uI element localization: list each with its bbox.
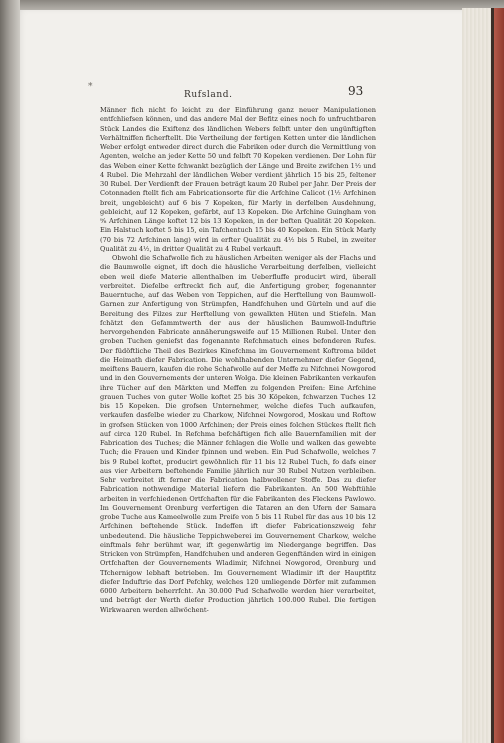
- paragraph: Obwohl die Schafwolle fich zu häuslichen Arbeiten weniger als der Flachs und die Baumwolle eignet, ift doch die häusliche Verarbeitung derfelben, vielleicht eben weil diefe Materie allenthalben im Ueberfluffe producirt wird, überall verbreitet. Diefelbe erftreckt fich auf, die Anfertigung grober, fogenannter Bauerntuche, auf das Weben von Teppichen, auf die Herftellung von Baumwoll-Garnen zur Anfertigung von Strümpfen, Handfchuhen und Gürteln und auf die Bereitung des Filzes zur Herftellung von gewalkten Hüten und Stiefeln. Man fchätzt den Gefammtwerth der aus der häuslichen Baumwoll-Induftrie hervorgehenden Fabricate annäherungsweife auf 15 Millionen Rubel. Unter den groben Tuchen geniefst das fogenannte Refchmatuch eines befonderen Rufes. Der füdöftliche Theil des Bezirkes Kinefchma im Gouvernement Koftroma bildet die Heimath diefer Fabrication. Die wohlhabenden Unternehmer diefer Gegend, meiftens Bauern, kaufen die rohe Schafwolle auf der Meffe zu Nifchnei Nowgorod und in den Gouvernements der unteren Wolga. Die kleinen Fabrikanten verkaufen ihre Tücher auf den Märkten und Meffen zu folgenden Preifen: Eine Arfchine grauen Tuches von guter Wolle koftet 25 bis 30 Köpeken, fchwarzen Tuches 12 bis 15 Kopeken. Die grofsen Unternehmer, welche diefes Tuch aufkaufen, verkaufen dasfelbe wieder zu Charkow, Nifchnei Nowgorod, Moskau und Roftow in grofsen Stücken von 1000 Arfchinen; der Preis eines folchen Stückes ftellt fich auf circa 120 Rubel. In Refchma befchäftigen fich alle Bauernfamilien mit der Fabrication des Tuches; die Männer fchlagen die Wolle und walken das gewebte Tuch; die Frauen und Kinder fpinnen und weben. Ein Pud Schafwolle, welches 7 bis 9 Rubel koftet, producirt gewöhnlich für 11 bis 12 Rubel Tuch, fo dafs einer aus vier Arbeitern beftehende Familie jährlich nur 30 Rubel Nutzen verbleiben. Sehr verbreitet ift ferner die Fabrication halbwollener Stoffe. Das zu diefer Fabrication nothwendige Material liefern die Fabrikanten. An 500 Webftühle arbeiten in verfchiedenen Ortfchaften für die Fabrikanten des Fleckens Pawlowo. Im Gouvernement Orenburg verfertigen die Tataren an den Ufern der Samara grobe Tuche aus Kameelwolle zum Preife von 5 bis 11 Rubel für das aus 10 bis 12 Arfchinen beftehende Stück. Indeffen ift diefer Fabricationszweig fehr unbedeutend. Die häusliche Teppichweberei im Gouvernement Charkow, welche einftmals fehr berühmt war, ift gegenwärtig im Niedergange begriffen. Das Stricken von Strümpfen, Handfchuhen und anderen Gegenftänden wird in einigen Ortfchaften der Gouvernements Wladimir, Nifchnei Nowgorod, Orenburg und Tfchernigow lebhaft betrieben. Im Gouvernement Wladimir ift der Hauptfitz diefer Induftrie das Dorf Pefchky, welches 120 umliegende Dörfer mit zufammen 6000 Arbeitern beherrfcht. An 30.000 Pud Schafwolle werden hier verarbeitet, und beträgt der Werth diefer Production jährlich 100.000 Rubel. Die fertigen Wirkwaaren werden allwöchent-: [100, 254, 376, 614]
- book-gutter: [0, 0, 20, 743]
- page-number: 93: [348, 84, 364, 98]
- running-title: Rufsland.: [184, 90, 233, 100]
- book-cover-red: [494, 8, 504, 743]
- body-text: [100, 106, 376, 615]
- printer-mark: *: [88, 82, 93, 92]
- paragraph: Männer fich nicht fo leicht zu der Einführung ganz neuer Manipulationen entfchliefsen können, und das andere Mal der Befitz eines noch fo unfruchtbaren Stück Landes die Exiftenz des ländlichen Webers felbft unter den ungünftigften Verhältniffen ficherftellt. Die Vertheilung der fertigen Ketten unter die ländlichen Weber erfolgt entweder direct durch die Fabriken oder durch die Vermittlung von Agenten, welche an jeder Kette 50 und felbft 70 Kopeken verdienen. Der Lohn für das Weben einer Kette fchwankt bezüglich der Länge und Breite zwifchen 1½ und 4 Rubel. Die Mehrzahl der ländlichen Weber verdient jährlich 15 bis 25, feltener 30 Rubel. Der Verdienft der Frauen beträgt kaum 20 Rubel per Jahr. Der Preis der Cotonnaden ftellt fich am Fabricationsorte für die Arfchine Calicot (1½ Arfchinen breit, ungebleicht) auf 6 bis 7 Kopeken, für Marly in derfelben Ausdehnung, gebleicht, auf 12 Kopeken, gefärbt, auf 13 Kopeken. Die Arfchine Guingham von ⁹⁄₈ Arfchinen Länge koftet 12 bis 13 Kopeken, in der beften Qualität 20 Kopeken. Ein Halstuch koftet 5 bis 15, ein Tafchentuch 15 bis 40 Kopeken. Ein Stück Marly (70 bis 72 Arfchinen lang) wird in erfter Qualität zu 4½ bis 5 Rubel, in zweiter Qualität zu 4½, in dritter Qualität zu 4 Rubel verkauft.: [100, 106, 376, 253]
- page-header: [88, 82, 370, 102]
